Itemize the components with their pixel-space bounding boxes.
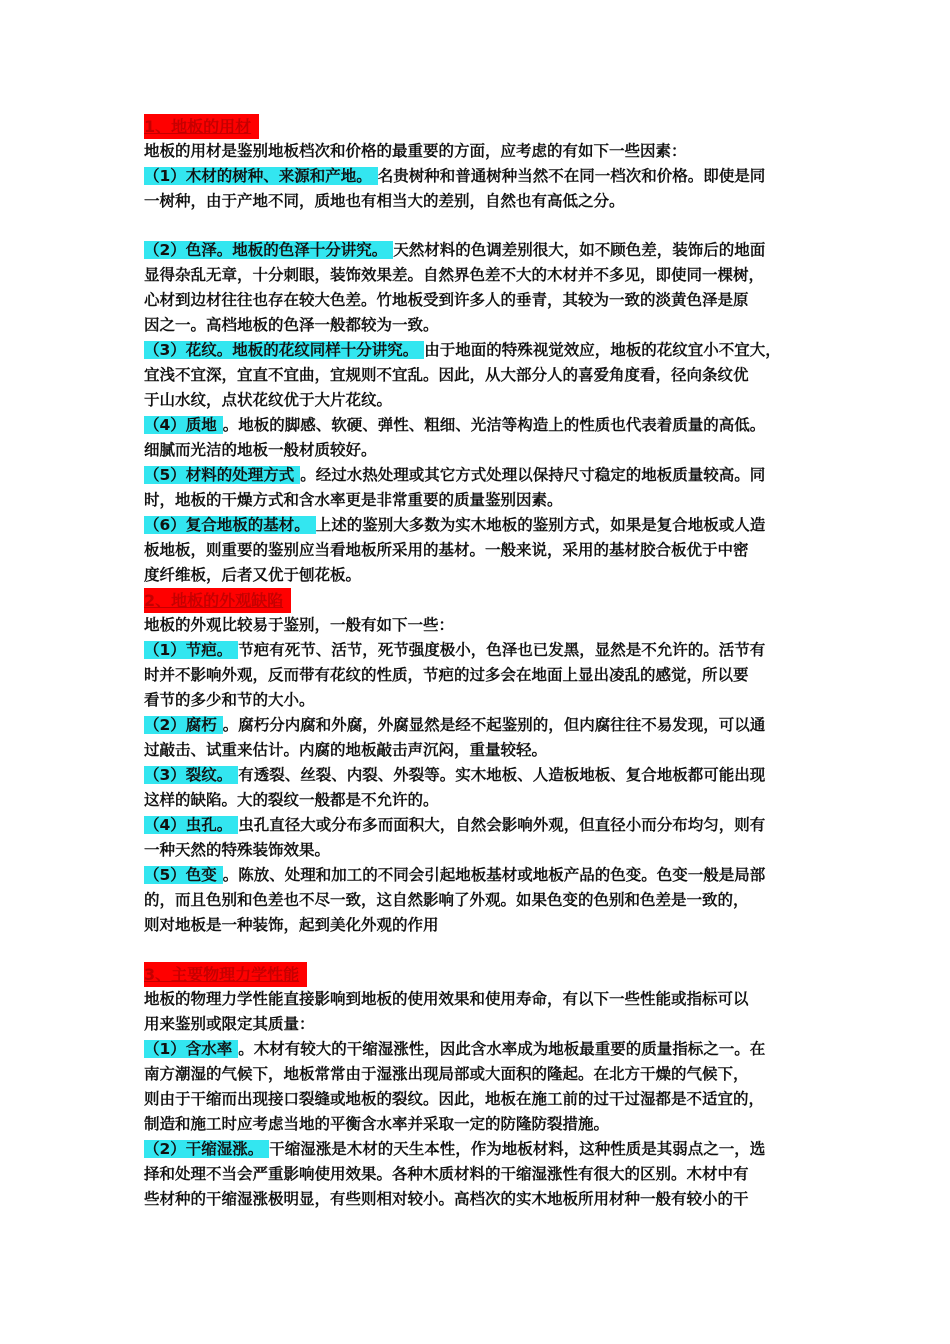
list-item <box>144 1137 810 1162</box>
item-text: 择和处理不当会严重影响使用效果。各种木质材料的干缩湿涨性有很大的区别。木材中有 <box>144 1165 749 1183</box>
item-text: 宜浅不宜深，宜直不宜曲，宜规则不宜乱。因此，从大部分人的喜爱角度看，径向条纹优 <box>144 366 749 384</box>
item-text: 。陈放、处理和加工的不同会引起地板基材或地板产品的色变。色变一般是局部 <box>222 866 766 884</box>
item-text: 有透裂、丝裂、内裂、外裂等。实木地板、人造板地板、复合地板都可能出现 <box>238 766 766 784</box>
section-heading: 2、地板的外观缺陷 <box>144 588 291 613</box>
item-text: 一树种，由于产地不同，质地也有相当大的差别，自然也有高低之分。 <box>144 192 625 210</box>
list-item <box>144 338 810 363</box>
item-key: （3）花纹。地板的花纹同样十分讲究。 <box>144 341 424 359</box>
item-text: 板地板，则重要的鉴别应当看地板所采用的基材。一般来说，采用的基材胶合板优于中密 <box>144 541 749 559</box>
item-text: 时，地板的干燥方式和含水率更是非常重要的质量鉴别因素。 <box>144 491 563 509</box>
item-text: 这样的缺陷。大的裂纹一般都是不允许的。 <box>144 791 439 809</box>
item-text: 的，而且色别和色差也不尽一致，这自然影响了外观。如果色变的色别和色差是一致的， <box>144 891 749 909</box>
list-item <box>144 164 810 189</box>
list-item <box>144 863 810 888</box>
section-intro: 地板的外观比较易于鉴别，一般有如下一些： <box>144 616 455 634</box>
item-key: （1）含水率 <box>144 1040 238 1058</box>
blank-line <box>144 938 810 962</box>
list-item <box>144 463 810 488</box>
item-key: （4）虫孔。 <box>144 816 238 834</box>
item-text: 名贵树种和普通树种当然不在同一档次和价格。即使是同 <box>377 167 766 185</box>
item-text: 。经过水热处理或其它方式处理以保持尺寸稳定的地板质量较高。同 <box>300 466 766 484</box>
item-key: （1）木材的树种、来源和产地。 <box>144 167 378 185</box>
item-text: 过敲击、试重来估计。内腐的地板敲击声沉闷，重量较轻。 <box>144 741 548 759</box>
item-text: 南方潮湿的气候下，地板常常由于湿涨出现局部或大面积的隆起。在北方干燥的气候下， <box>144 1065 749 1083</box>
item-key: （6）复合地板的基材。 <box>144 516 316 534</box>
list-item <box>144 238 810 263</box>
section-heading-row <box>144 588 810 613</box>
item-text: 心材到边材往往也存在较大色差。竹地板受到许多人的垂青，其较为一致的淡黄色泽是原 <box>144 291 749 309</box>
item-text: 干缩湿涨是木材的天生本性，作为地板材料，这种性质是其弱点之一，选 <box>269 1140 766 1158</box>
document-page <box>144 114 810 1212</box>
item-key: （3）裂纹。 <box>144 766 238 784</box>
item-text: 显得杂乱无章，十分刺眼，装饰效果差。自然界色差不大的木材并不多见，即使同一棵树， <box>144 266 765 284</box>
item-text: 上述的鉴别大多数为实木地板的鉴别方式，如果是复合地板或人造 <box>315 516 766 534</box>
item-text: 一种天然的特殊装饰效果。 <box>144 841 331 859</box>
item-text: 制造和施工时应考虑当地的平衡含水率并采取一定的防隆防裂措施。 <box>144 1115 610 1133</box>
section-heading-row <box>144 114 810 139</box>
item-key: （1）节疤。 <box>144 641 238 659</box>
item-text: 因之一。高档地板的色泽一般都较为一致。 <box>144 316 439 334</box>
item-key: （2）色泽。地板的色泽十分讲究。 <box>144 241 393 259</box>
blank-line <box>144 214 810 238</box>
item-text: 。木材有较大的干缩湿涨性，因此含水率成为地板最重要的质量指标之一。在 <box>238 1040 766 1058</box>
item-text: 些材种的干缩湿涨极明显，有些则相对较小。高档次的实木地板所用材种一般有较小的干 <box>144 1190 749 1208</box>
section-intro: 地板的用材是鉴别地板档次和价格的最重要的方面，应考虑的有如下一些因素： <box>144 142 687 160</box>
item-text: 由于地面的特殊视觉效应，地板的花纹宜小不宜大， <box>424 341 781 359</box>
item-text: 。腐朽分内腐和外腐，外腐显然是经不起鉴别的，但内腐往往不易发现，可以通 <box>222 716 766 734</box>
item-text: 虫孔直径大或分布多而面积大，自然会影响外观，但直径小而分布均匀，则有 <box>238 816 766 834</box>
item-key: （5）色变 <box>144 866 223 884</box>
item-text: 看节的多少和节的大小。 <box>144 691 315 709</box>
list-item <box>144 413 810 438</box>
item-text: 则由于干缩而出现接口裂缝或地板的裂纹。因此，地板在施工前的过干过湿都是不适宜的， <box>144 1090 765 1108</box>
list-item <box>144 513 810 538</box>
section-heading: 1、地板的用材 <box>144 114 259 139</box>
item-key: （2）干缩湿涨。 <box>144 1140 269 1158</box>
item-text: 。地板的脚感、软硬、弹性、粗细、光洁等构造上的性质也代表着质量的高低。 <box>222 416 766 434</box>
item-key: （2）腐朽 <box>144 716 223 734</box>
list-item <box>144 713 810 738</box>
list-item <box>144 638 810 663</box>
section-intro: 用来鉴别或限定其质量： <box>144 1015 315 1033</box>
item-text: 于山水纹，点状花纹优于大片花纹。 <box>144 391 393 409</box>
item-text: 度纤维板，后者又优于刨花板。 <box>144 566 362 584</box>
section-intro: 地板的物理力学性能直接影响到地板的使用效果和使用寿命，有以下一些性能或指标可以 <box>144 990 749 1008</box>
item-text: 细腻而光洁的地板一般材质较好。 <box>144 441 377 459</box>
section-heading: 3、主要物理力学性能 <box>144 962 307 987</box>
item-key: （5）材料的处理方式 <box>144 466 300 484</box>
item-text: 则对地板是一种装饰，起到美化外观的作用 <box>144 916 439 934</box>
list-item <box>144 813 810 838</box>
item-key: （4）质地 <box>144 416 223 434</box>
section-heading-row <box>144 962 810 987</box>
item-text: 天然材料的色调差别很大，如不顾色差，装饰后的地面 <box>393 241 766 259</box>
list-item <box>144 763 810 788</box>
list-item <box>144 1037 810 1062</box>
item-text: 时并不影响外观，反而带有花纹的性质，节疤的过多会在地面上显出凌乱的感觉，所以要 <box>144 666 749 684</box>
item-text: 节疤有死节、活节，死节强度极小，色泽也已发黑，显然是不允许的。活节有 <box>238 641 766 659</box>
